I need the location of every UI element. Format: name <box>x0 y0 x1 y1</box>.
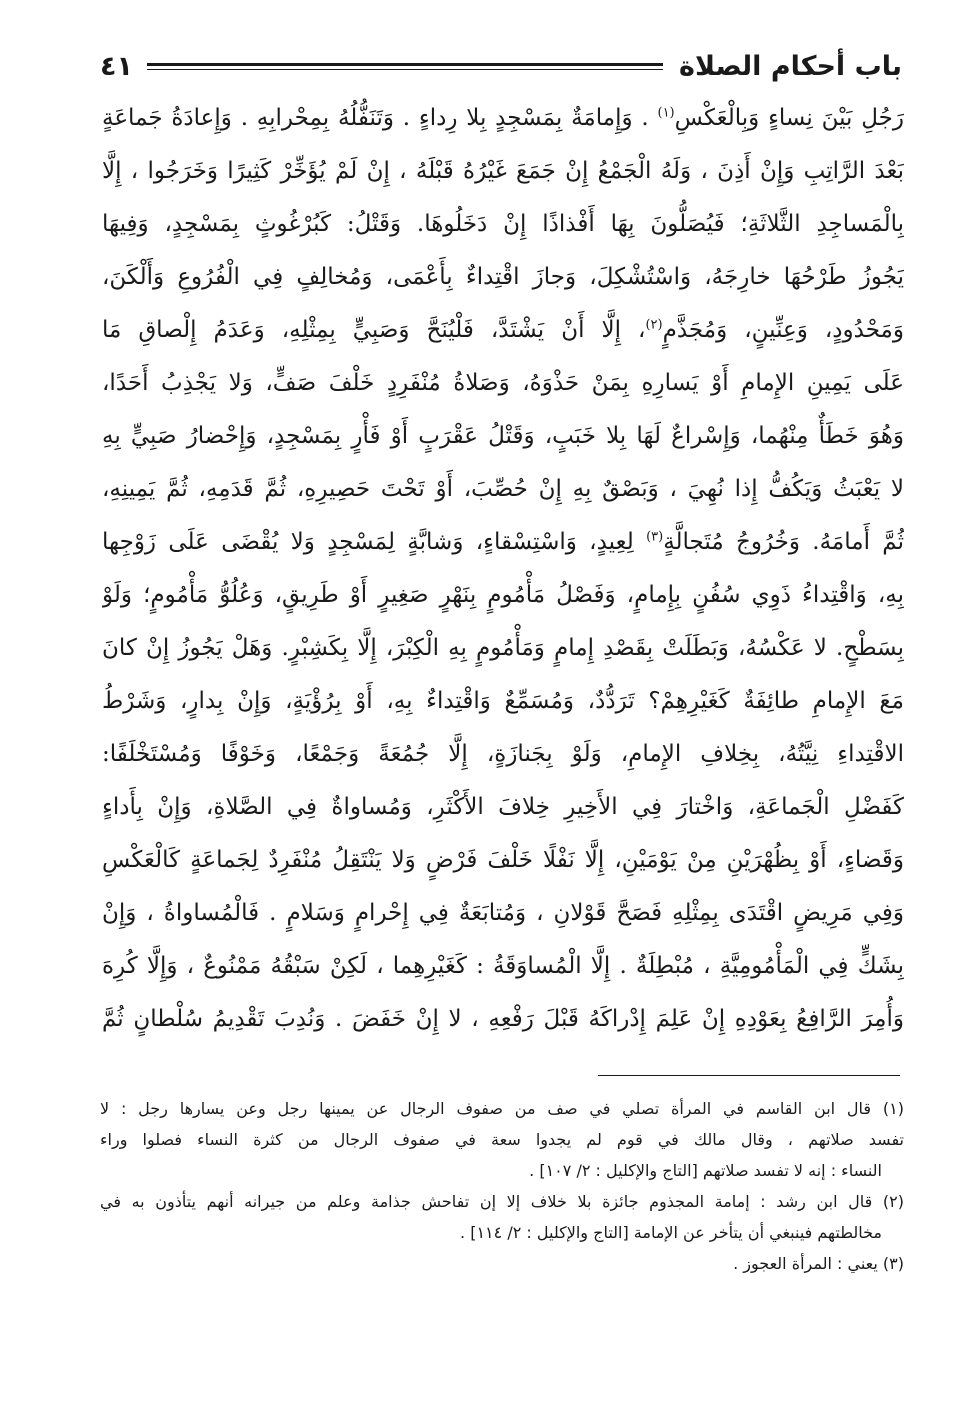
text-line: بِهِ، وَاقْتِداءُ ذَوِي سُفُنٍ بِإِمامٍ، وَفَصْلُ مَأْمُومٍ بِنَهْرٍ صَغِيرٍ أَوْ طَرِيقٍ، وَعُلُوُّ مَأْمُومٍ؛ وَلَوْ <box>102 582 904 608</box>
footnote-ref: (١) <box>657 105 675 121</box>
text-line: ثُمَّ أَمامَهُ. وَخُرُوجُ مُتَجالَّةٍ$^{(٣)}$ لِعِيدٍ، وَاسْتِسْقاءٍ، وَشابَّةٍ لِمَسْجِدٍ وَلا يُقْضَى عَلَى زَوْجِها <box>102 529 904 555</box>
text-line: يَجُوزُ طَرْحُهَا خارِجَهُ، وَاسْتُشْكِلَ، وَجازَ اقْتِداءٌ بِأَعْمَى، وَمُخالِفٍ فِي الْفُرُوعِ وَأَلْكَنَ، <box>102 264 904 290</box>
text-line: كَفَضْلِ الْجَماعَةِ، وَاخْتارَ فِي الأَخِيرِ خِلافَ الأَكْثَرِ، وَمُساواةٌ فِي الصَّلاةِ، وَإِنْ بِأَداءٍ <box>102 794 904 820</box>
text-line: وَأُمِرَ الرَّافِعُ بِعَوْدِهِ إِنْ عَلِمَ إِدْراكَهُ قَبْلَ رَفْعِهِ ، لا إِنْ خَفَضَ . وَنُدِبَ تَقْدِيمُ سُلْطانٍ ثُمَّ <box>102 1006 904 1032</box>
running-header <box>100 44 902 88</box>
text-line: بِشَكٍّ فِي الْمَأْمُومِيَّةِ ، مُبْطِلَةٌ . إِلَّا الْمُساوَقَةُ : كَغَيْرِهِما ، لَكِنْ سَبْقُهُ مَمْنُوعٌ ، وَإِلَّا كُرِهَ <box>102 953 904 979</box>
text-line: وَمَحْدُودٍ، وَعِنِّينٍ، وَمُجَذَّمٍ$^{(٢)}$، إِلَّا أَنْ يَشْتَدَّ، فَلْيُنَحَّ وَصَبِيٍّ بِمِثْلِهِ، وَعَدَمُ إِلْصاقِ مَا <box>102 317 904 343</box>
text-line: الاقْتِداءِ نِيَّتُهُ، بِخِلافِ الإِمامِ، وَلَوْ بِجَنازَةٍ، إِلَّا جُمُعَةً وَجَمْعًا، وَخَوْفًا وَمُسْتَخْلَفًا: <box>102 741 904 767</box>
text-line: وَهُوَ خَطَأٌ مِنْهُما، وَإِسْراعٌ لَهَا بِلا خَبَبٍ، وَقَتْلُ عَقْرَبٍ أَوْ فَأْرٍ بِمَسْجِدٍ، وَإِحْضارُ صَبِيٍّ بِهِ <box>102 423 904 449</box>
text-line: مَعَ الإِمامِ طائِفَةٌ كَغَيْرِهِمْ؟ تَرَدُّدٌ، وَمُسَمِّعٌ وَاقْتِداءٌ بِهِ، أَوْ بِرُؤْيَةٍ، وَإِنْ بِدارٍ، وَشَرْطُ <box>102 688 904 714</box>
footnote-separator <box>598 1075 900 1076</box>
page-number: ٤١ <box>100 50 133 82</box>
footnote-line: النساء : إنه لا تفسد صلاتهم [التاج والإكليل : ٢/ ١٠٧] . <box>529 1161 882 1180</box>
main-text <box>102 92 904 1046</box>
text-line: عَلَى يَمِينِ الإِمامِ أَوْ يَسارِهِ بِمَنْ حَذْوَهُ، وَصَلاةُ مُنْفَرِدٍ خَلْفَ صَفٍّ، وَلا يَجْذِبُ أَحَدًا، <box>102 370 904 396</box>
text-line: وَفِي مَرِيضٍ اقْتَدَى بِمِثْلِهِ فَصَحَّ قَوْلانِ ، وَمُتابَعَةٌ فِي إِحْرامٍ وَسَلامٍ . فَالْمُساواةُ ، وَإِنْ <box>102 900 904 926</box>
header-rule <box>147 63 663 70</box>
text-line: بِسَطْحٍ. لا عَكْسُهُ، وَبَطَلَتْ بِقَصْدِ إِمامٍ وَمَأْمُومٍ بِهِ الْكِبْرَ، إِلَّا بِكَشِبْرٍ. وَهَلْ يَجُوزُ إِنْ كانَ <box>102 635 904 661</box>
text-line: بِالْمَساجِدِ الثَّلاثَةِ؛ فَيُصَلُّونَ بِهَا أَفْذاذًا إِنْ دَخَلُوهَا. وَقَتْلُ: كَبُرْغُوثٍ بِمَسْجِدٍ، وَفِيهَا <box>102 211 904 237</box>
text-line: لا يَعْبَثُ وَيَكُفُّ إِذا نُهِيَ ، وَبَصْقٌ بِهِ إِنْ حُصِّبَ، أَوْ تَحْتَ حَصِيرِهِ، ثُمَّ قَدَمِهِ، ثُمَّ يَمِينِهِ، <box>102 476 904 502</box>
text-line: رَجُلِ بَيْنَ نِساءٍ وَبِالْعَكْسِ$^{(١)}$ . وَإِمامَةٌ بِمَسْجِدٍ بِلا رِداءٍ . وَتَنَفُّلُهُ بِمِحْرابِهِ . وَإِعادَةُ جَماعَةٍ <box>102 105 904 131</box>
footnote-ref: (٣) <box>646 529 664 545</box>
footnote-ref: (٢) <box>645 317 663 333</box>
text-line: بَعْدَ الرَّاتِبِ وَإِنْ أَذِنَ ، وَلَهُ الْجَمْعُ إِنْ جَمَعَ غَيْرُهُ قَبْلَهُ ، إِنْ لَمْ يُؤَخِّرْ كَثِيرًا وَخَرَجُوا ، إِلَّا <box>102 158 904 184</box>
footnote-line: (٢) قال ابن رشد : إمامة المجذوم جائزة بلا خلاف إلا إن تفاحش جذامة وعلم من جيرانه أنهم يتأذون به في <box>100 1192 904 1211</box>
text-line: وَقَضاءٍ، أَوْ بِظُهْرَيْنِ مِنْ يَوْمَيْنِ، إِلَّا نَفْلًا خَلْفَ فَرْضٍ وَلا يَنْتَقِلُ مُنْفَرِدٌ لِجَماعَةٍ كَالْعَكْسِ <box>102 847 904 873</box>
footnote-line: تفسد صلاتهم ، وقال مالك في قوم لم يجدوا سعة في صفوف الرجال من كثرة النساء فصلوا وراء <box>100 1130 904 1149</box>
chapter-title: باب أحكام الصلاة <box>679 50 902 82</box>
footnote-line: (٣) يعني : المرأة العجوز . <box>733 1254 904 1273</box>
footnotes <box>100 1093 904 1279</box>
footnote-line: (١) قال ابن القاسم في المرأة تصلي في صف من صفوف الرجال عن يمينها رجل وعن يسارها رجل : لا <box>100 1099 904 1118</box>
footnote-line: مخالطتهم فينبغي أن يتأخر عن الإمامة [التاج والإكليل : ٢/ ١١٤] . <box>460 1223 882 1242</box>
